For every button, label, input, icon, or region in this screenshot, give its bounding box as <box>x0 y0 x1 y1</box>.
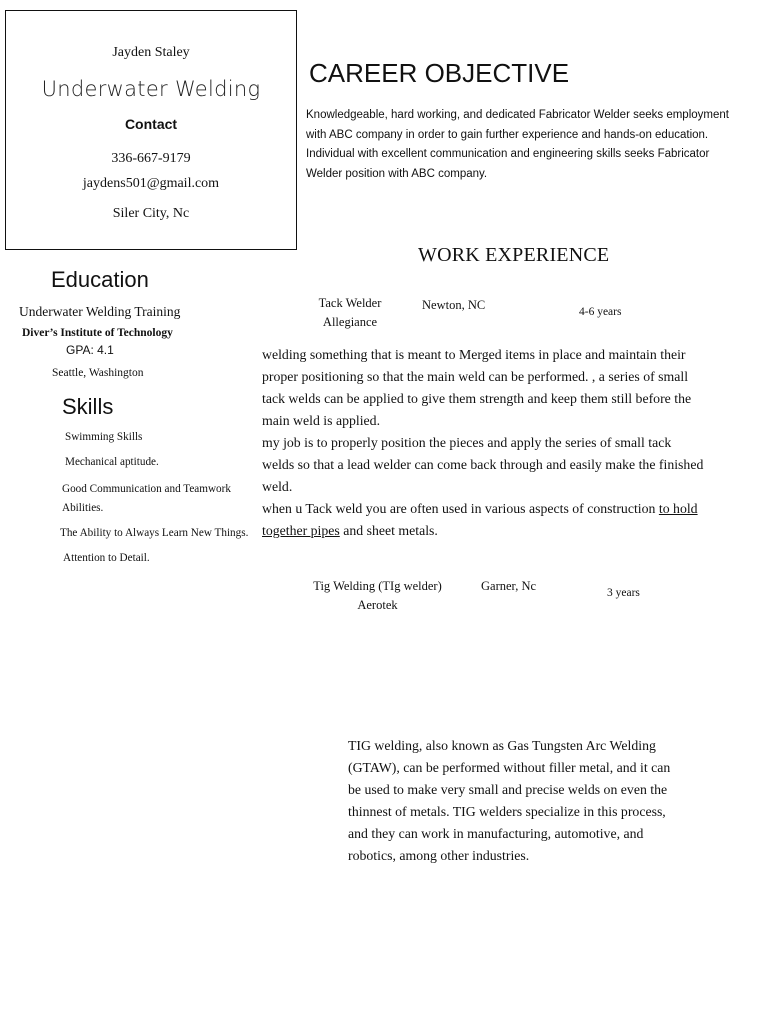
job-description-line: TIG welding, also known as Gas Tungsten Arc Welding <box>348 738 656 753</box>
job-description-line: robotics, among other industries. <box>348 848 530 863</box>
job-description <box>348 735 728 867</box>
contact-heading: Contact <box>124 116 178 132</box>
work-experience-heading: WORK EXPERIENCE <box>418 244 610 266</box>
objective-line: Individual with excellent communication and engineering skills seeks Fabricator <box>306 148 710 160</box>
skill-item: Mechanical aptitude. <box>65 456 159 468</box>
career-objective-heading: CAREER OBJECTIVE <box>309 58 570 88</box>
career-objective-text <box>306 106 746 184</box>
job-duration: 4-6 years <box>579 306 622 318</box>
underlined-phrase: to hold <box>658 501 698 516</box>
job-description-line: proper positioning so that the main weld can be performed. , a series of small <box>262 369 689 384</box>
job-description-line: welds so that a lead welder can come back through and easily make the finished <box>262 457 704 472</box>
job-description-line: tack welds can be applied to give them strength and keep them still before the <box>262 391 692 406</box>
header-contact-box <box>5 10 297 250</box>
objective-line: with ABC company in order to gain further experience and hands-on education. <box>306 128 709 141</box>
objective-line: Knowledgeable, hard working, and dedicated Fabricator Welder seeks employment <box>306 109 729 121</box>
skill-item: Abilities. <box>62 502 104 514</box>
job-description-text: and sheet metals. <box>339 523 438 538</box>
job-title: Tig Welding (TIg welder) <box>313 579 442 593</box>
education-program: Underwater Welding Training <box>19 304 181 319</box>
job-location: Garner, Nc <box>481 579 537 593</box>
education-heading: Education <box>51 267 149 292</box>
job-description <box>262 344 762 542</box>
job-title-block <box>300 294 400 332</box>
job-description-text: when u Tack weld you are often used in various aspects of construction <box>262 501 659 516</box>
job-description-line: and they can work in manufacturing, automotive, and <box>348 826 644 841</box>
resume-title: Underwater Welding <box>41 77 261 101</box>
candidate-name: Jayden Staley <box>112 45 190 60</box>
education-location: Seattle, Washington <box>52 367 144 379</box>
job-description-line: my job is to properly position the pieces and apply the series of small tack <box>262 435 672 450</box>
job-company: Aerotek <box>357 598 398 612</box>
skill-item: The Ability to Always Learn New Things. <box>60 527 249 539</box>
job-description-line: be used to make very small and precise welds on even the <box>348 782 668 797</box>
education-gpa: GPA: 4.1 <box>66 343 114 357</box>
job-company: Allegiance <box>322 315 378 329</box>
skill-item: Attention to Detail. <box>63 552 150 564</box>
skill-item: Swimming Skills <box>65 431 143 443</box>
skill-item: Good Communication and Teamwork <box>62 483 231 495</box>
job-description-line: main weld is applied. <box>262 413 381 428</box>
job-title: Tack Welder <box>318 296 382 310</box>
job-title-block <box>305 577 450 615</box>
job-description-line: welding something that is meant to Merged items in place and maintain their <box>262 347 686 362</box>
job-duration: 3 years <box>607 587 640 599</box>
job-description-line <box>262 520 762 542</box>
job-description-line: weld. <box>262 479 293 494</box>
underlined-phrase: together pipes <box>262 523 340 538</box>
job-description-line: (GTAW), can be performed without filler metal, and it can <box>348 760 671 775</box>
city: Siler City, Nc <box>112 206 190 221</box>
job-description-line <box>262 498 762 520</box>
phone-number: 336-667-9179 <box>111 151 191 166</box>
email-address: jaydens501@gmail.com <box>82 176 220 191</box>
education-school: Diver’s Institute of Technology <box>22 327 173 339</box>
skills-heading: Skills <box>62 394 114 419</box>
objective-line: Welder position with ABC company. <box>306 167 488 180</box>
job-description-line: thinnest of metals. TIG welders specialize in this process, <box>348 804 666 819</box>
job-location: Newton, NC <box>422 298 486 312</box>
